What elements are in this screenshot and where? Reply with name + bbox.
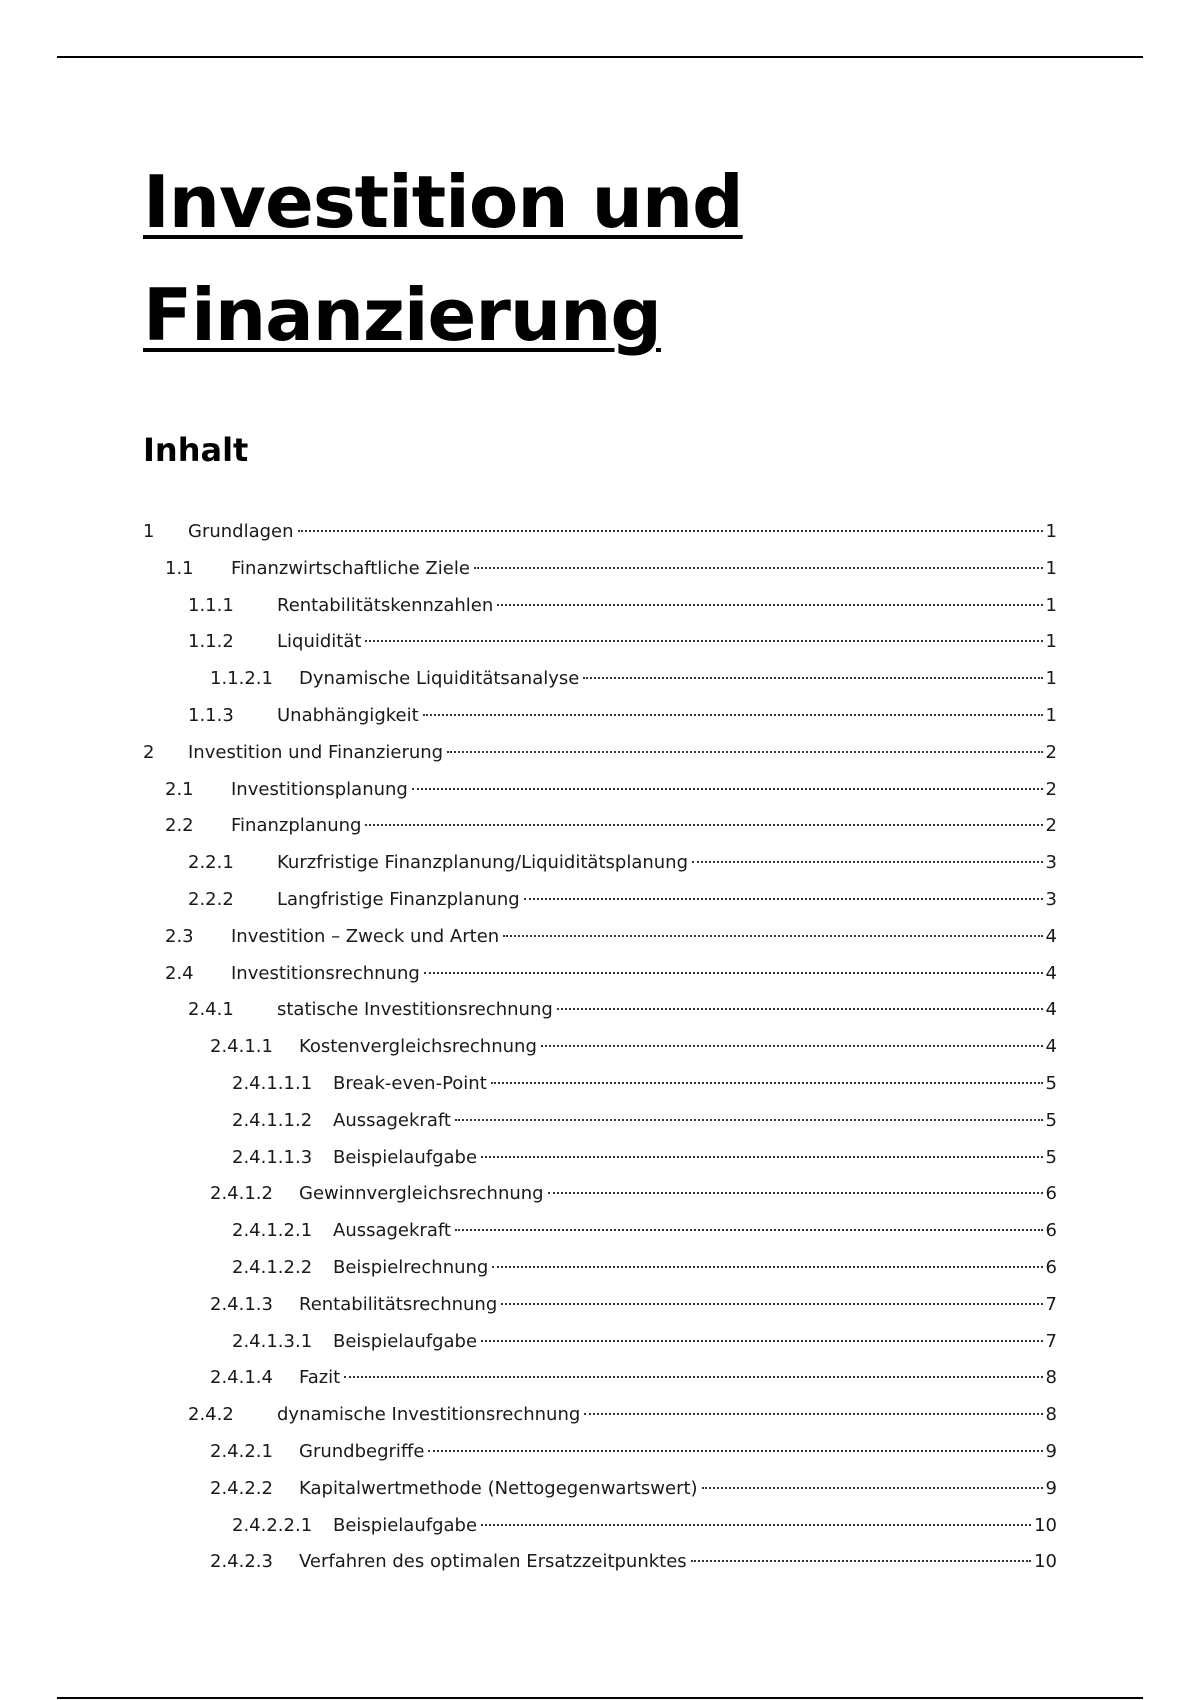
toc-entry-title: Investitionsrechnung xyxy=(231,962,420,984)
toc-entry[interactable] xyxy=(143,1250,1057,1287)
toc-entry-title: Beispielaufgabe xyxy=(333,1514,478,1536)
table-of-contents xyxy=(143,514,1057,1581)
toc-entry[interactable] xyxy=(143,808,1057,845)
toc-entry-title: Investition – Zweck und Arten xyxy=(231,925,500,947)
toc-entry-title: Finanzwirtschaftliche Ziele xyxy=(231,557,470,579)
toc-entry[interactable] xyxy=(143,1029,1057,1066)
toc-entry-number: 2.4.1 xyxy=(188,999,234,1021)
toc-entry-number: 2.4.2.3 xyxy=(210,1551,273,1573)
toc-dot-leader xyxy=(365,824,1042,826)
toc-entry[interactable] xyxy=(143,956,1057,993)
toc-entry-page: 1 xyxy=(1045,557,1057,579)
toc-dot-leader xyxy=(447,751,1042,753)
toc-entry-page: 1 xyxy=(1045,594,1057,616)
toc-entry-number: 2 xyxy=(143,741,155,763)
toc-entry-page: 2 xyxy=(1045,778,1057,800)
toc-entry-title: Beispielaufgabe xyxy=(333,1330,478,1352)
toc-entry-page: 4 xyxy=(1045,999,1057,1021)
toc-dot-leader xyxy=(692,861,1043,863)
toc-entry[interactable] xyxy=(143,1103,1057,1140)
toc-entry-number: 2.2.1 xyxy=(188,852,234,874)
toc-entry-page: 4 xyxy=(1045,925,1057,947)
toc-dot-leader xyxy=(481,1156,1043,1158)
toc-entry[interactable] xyxy=(143,1176,1057,1213)
toc-dot-leader xyxy=(455,1229,1043,1231)
header-rule xyxy=(57,56,1143,58)
toc-dot-leader xyxy=(691,1560,1031,1562)
toc-entry-number: 2.4.1.2 xyxy=(210,1183,273,1205)
toc-entry-page: 9 xyxy=(1045,1477,1057,1499)
toc-entry-title: Fazit xyxy=(299,1367,341,1389)
toc-entry-page: 8 xyxy=(1045,1367,1057,1389)
document-title-line-2: Finanzierung xyxy=(143,273,661,357)
toc-entry-number: 2.4.1.4 xyxy=(210,1367,273,1389)
toc-entry-number: 1 xyxy=(143,521,155,542)
toc-entry[interactable] xyxy=(143,624,1057,661)
toc-entry-number: 2.4.1.3.1 xyxy=(232,1330,313,1352)
toc-entry-number: 2.4.2.1 xyxy=(210,1440,273,1462)
toc-entry-number: 2.4.2.2.1 xyxy=(232,1514,313,1536)
toc-entry[interactable] xyxy=(143,1066,1057,1103)
toc-entry-page: 7 xyxy=(1045,1330,1057,1352)
toc-dot-leader xyxy=(702,1487,1043,1489)
toc-entry-title: Liquidität xyxy=(277,631,362,653)
toc-entry-page: 8 xyxy=(1045,1404,1057,1426)
toc-entry-number: 2.4.1.2.2 xyxy=(232,1256,313,1278)
toc-entry-number: 2.4.1.1.3 xyxy=(232,1146,313,1168)
toc-dot-leader xyxy=(474,567,1043,569)
toc-entry-page: 3 xyxy=(1045,852,1057,874)
toc-entry[interactable] xyxy=(143,1471,1057,1508)
toc-entry-page: 10 xyxy=(1034,1514,1057,1536)
toc-entry[interactable] xyxy=(143,992,1057,1029)
toc-entry[interactable] xyxy=(143,735,1057,772)
toc-dot-leader xyxy=(503,935,1042,937)
toc-entry-number: 2.4.1.3 xyxy=(210,1293,273,1315)
toc-dot-leader xyxy=(298,530,1043,532)
toc-entry[interactable] xyxy=(143,551,1057,588)
toc-entry-title: Dynamische Liquiditätsanalyse xyxy=(299,668,580,690)
toc-entry-page: 1 xyxy=(1045,704,1057,726)
toc-entry[interactable] xyxy=(143,1287,1057,1324)
toc-entry-page: 1 xyxy=(1045,521,1057,542)
toc-entry[interactable] xyxy=(143,1213,1057,1250)
toc-entry-title: Gewinnvergleichsrechnung xyxy=(299,1183,544,1205)
toc-entry-title: Aussagekraft xyxy=(333,1109,451,1131)
toc-dot-leader xyxy=(491,1082,1043,1084)
toc-entry-number: 2.4.2.2 xyxy=(210,1477,273,1499)
toc-dot-leader xyxy=(481,1524,1031,1526)
toc-entry-title: Investitionsplanung xyxy=(231,778,408,800)
toc-entry-title: Unabhängigkeit xyxy=(277,704,419,726)
toc-entry-number: 2.4.1.1.2 xyxy=(232,1109,313,1131)
document-title xyxy=(143,146,743,372)
toc-entry-number: 2.4.1.1.1 xyxy=(232,1072,313,1094)
toc-entry-title: Langfristige Finanzplanung xyxy=(277,888,520,910)
toc-entry-title: Grundlagen xyxy=(188,521,294,542)
toc-entry-number: 2.4.2 xyxy=(188,1404,234,1426)
toc-dot-leader xyxy=(423,714,1043,716)
toc-entry-number: 2.4.1.2.1 xyxy=(232,1220,313,1242)
toc-entry-title: Break-even-Point xyxy=(333,1072,487,1094)
toc-entry-page: 6 xyxy=(1045,1256,1057,1278)
toc-entry[interactable] xyxy=(143,514,1057,551)
toc-dot-leader xyxy=(557,1008,1043,1010)
toc-entry-title: Investition und Finanzierung xyxy=(188,741,444,763)
toc-entry-title: Kostenvergleichsrechnung xyxy=(299,1036,537,1058)
toc-dot-leader xyxy=(365,640,1042,642)
toc-dot-leader xyxy=(541,1045,1043,1047)
toc-entry-page: 6 xyxy=(1045,1220,1057,1242)
toc-entry-number: 2.4.1.1 xyxy=(210,1036,273,1058)
toc-entry-title: Kapitalwertmethode (Nettogegenwartswert) xyxy=(299,1477,698,1499)
footer-rule xyxy=(57,1697,1143,1699)
toc-entry-page: 7 xyxy=(1045,1293,1057,1315)
toc-entry-number: 2.3 xyxy=(165,925,194,947)
toc-entry-page: 5 xyxy=(1045,1109,1057,1131)
toc-entry[interactable] xyxy=(143,1508,1057,1545)
toc-entry-page: 2 xyxy=(1045,815,1057,837)
toc-entry-page: 5 xyxy=(1045,1072,1057,1094)
toc-dot-leader xyxy=(412,788,1043,790)
toc-entry-title: statische Investitionsrechnung xyxy=(277,999,553,1021)
toc-entry-page: 4 xyxy=(1045,962,1057,984)
toc-dot-leader xyxy=(548,1192,1043,1194)
toc-entry-title: Aussagekraft xyxy=(333,1220,451,1242)
toc-entry-number: 1.1.2 xyxy=(188,631,234,653)
toc-heading: Inhalt xyxy=(143,431,249,469)
toc-entry[interactable] xyxy=(143,661,1057,698)
toc-entry-title: Rentabilitätskennzahlen xyxy=(277,594,494,616)
toc-entry-number: 1.1.1 xyxy=(188,594,234,616)
toc-entry-title: Grundbegriffe xyxy=(299,1440,425,1462)
toc-dot-leader xyxy=(524,898,1043,900)
toc-entry[interactable] xyxy=(143,1360,1057,1397)
toc-entry-page: 9 xyxy=(1045,1440,1057,1462)
toc-entry-title: Beispielrechnung xyxy=(333,1256,489,1278)
toc-dot-leader xyxy=(481,1340,1043,1342)
toc-entry[interactable] xyxy=(143,1544,1057,1581)
toc-dot-leader xyxy=(455,1119,1043,1121)
toc-entry-page: 4 xyxy=(1045,1036,1057,1058)
toc-entry[interactable] xyxy=(143,845,1057,882)
toc-dot-leader xyxy=(424,972,1043,974)
toc-entry-title: Finanzplanung xyxy=(231,815,362,837)
toc-entry-page: 1 xyxy=(1045,631,1057,653)
toc-entry-page: 2 xyxy=(1045,741,1057,763)
toc-entry-page: 10 xyxy=(1034,1551,1057,1573)
toc-dot-leader xyxy=(344,1376,1042,1378)
toc-dot-leader xyxy=(583,677,1042,679)
toc-entry[interactable] xyxy=(143,772,1057,809)
toc-entry[interactable] xyxy=(143,1434,1057,1471)
toc-entry[interactable] xyxy=(143,588,1057,625)
toc-entry-number: 2.4 xyxy=(165,962,194,984)
toc-entry-number: 2.2.2 xyxy=(188,888,234,910)
toc-entry-number: 1.1.3 xyxy=(188,704,234,726)
toc-entry-title: Beispielaufgabe xyxy=(333,1146,478,1168)
toc-entry-page: 3 xyxy=(1045,888,1057,910)
toc-entry[interactable] xyxy=(143,1140,1057,1177)
toc-entry-number: 1.1 xyxy=(165,557,194,579)
toc-entry-number: 1.1.2.1 xyxy=(210,668,273,690)
toc-entry-page: 6 xyxy=(1045,1183,1057,1205)
toc-entry-number: 2.1 xyxy=(165,778,194,800)
toc-dot-leader xyxy=(584,1413,1042,1415)
toc-entry[interactable] xyxy=(143,698,1057,735)
toc-entry-page: 1 xyxy=(1045,668,1057,690)
toc-entry-title: Kurzfristige Finanzplanung/Liquiditätsplanung xyxy=(277,852,688,874)
toc-entry-title: Verfahren des optimalen Ersatzzeitpunktes xyxy=(299,1551,687,1573)
toc-dot-leader xyxy=(501,1303,1042,1305)
toc-entry-title: Rentabilitätsrechnung xyxy=(299,1293,498,1315)
toc-dot-leader xyxy=(497,604,1042,606)
document-title-line-1: Investition und xyxy=(143,160,743,244)
toc-entry-number: 2.2 xyxy=(165,815,194,837)
toc-entry-title: dynamische Investitionsrechnung xyxy=(277,1404,581,1426)
toc-entry-page: 5 xyxy=(1045,1146,1057,1168)
toc-entry[interactable] xyxy=(143,882,1057,919)
toc-entry[interactable] xyxy=(143,1324,1057,1361)
toc-dot-leader xyxy=(492,1266,1042,1268)
toc-dot-leader xyxy=(428,1450,1042,1452)
toc-entry[interactable] xyxy=(143,1397,1057,1434)
toc-entry[interactable] xyxy=(143,919,1057,956)
